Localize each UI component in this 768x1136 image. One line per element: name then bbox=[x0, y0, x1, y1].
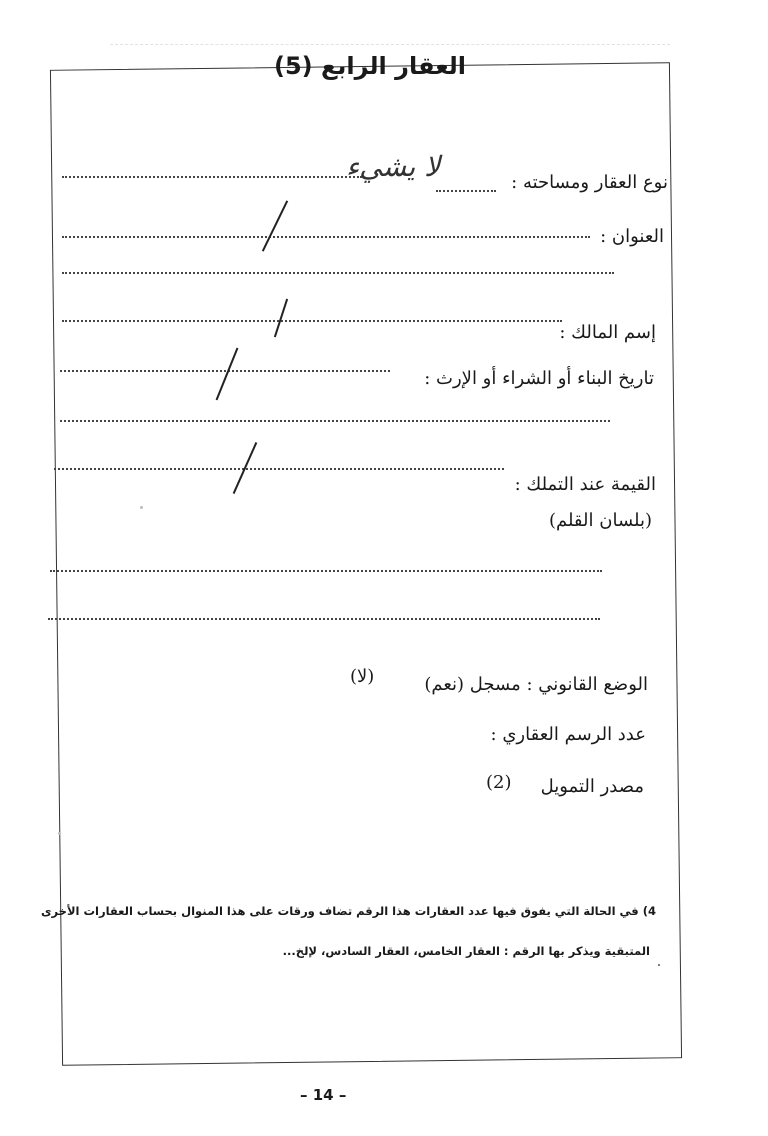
footnote-line-1: 4) في الحالة التي يفوق فيها عدد العقارات هذا الرقم تضاف ورقات على هذا المنوال بحساب العقارات الأخرى bbox=[40, 904, 656, 918]
deed-number-label: عدد الرسم العقاري : bbox=[490, 724, 646, 745]
value-dots-2 bbox=[50, 570, 602, 572]
handwritten-nothing: لا يشيء bbox=[346, 150, 441, 183]
scan-speck-2 bbox=[58, 832, 61, 835]
address-label: العنوان : bbox=[600, 226, 664, 247]
footnote-line-2: المتبقية ويذكر بها الرقم : العقار الخامس، العقار السادس، لإلخ... bbox=[282, 944, 650, 958]
scan-speck bbox=[140, 506, 143, 509]
value-dots bbox=[54, 468, 504, 470]
type-area-label: نوع العقار ومساحته : bbox=[511, 172, 668, 193]
date-label: تاريخ البناء أو الشراء أو الإرث : bbox=[424, 368, 654, 389]
value-label: القيمة عند التملك : bbox=[514, 474, 656, 495]
address-dots-2 bbox=[62, 272, 614, 274]
type-area-dots bbox=[62, 176, 362, 178]
date-dots bbox=[60, 370, 390, 372]
address-dots bbox=[62, 236, 590, 238]
legal-status-no: (لا) bbox=[350, 666, 375, 687]
owner-dots bbox=[62, 320, 562, 322]
funding-value: (2) bbox=[486, 772, 512, 793]
scan-speck-3 bbox=[658, 964, 660, 966]
type-area-dots-2 bbox=[436, 190, 496, 192]
date-dots-2 bbox=[60, 420, 610, 422]
legal-status-label: الوضع القانوني : مسجل (نعم) bbox=[424, 674, 648, 695]
value-dots-3 bbox=[48, 618, 600, 620]
owner-label: إسم المالك : bbox=[559, 322, 656, 343]
value-sublabel: (بلسان القلم) bbox=[548, 510, 652, 531]
funding-label: مصدر التمويل bbox=[540, 776, 644, 797]
page-title: العقار الرابع (5) bbox=[273, 52, 467, 80]
top-scan-line bbox=[110, 44, 670, 45]
page-number: – 14 – bbox=[300, 1086, 347, 1104]
